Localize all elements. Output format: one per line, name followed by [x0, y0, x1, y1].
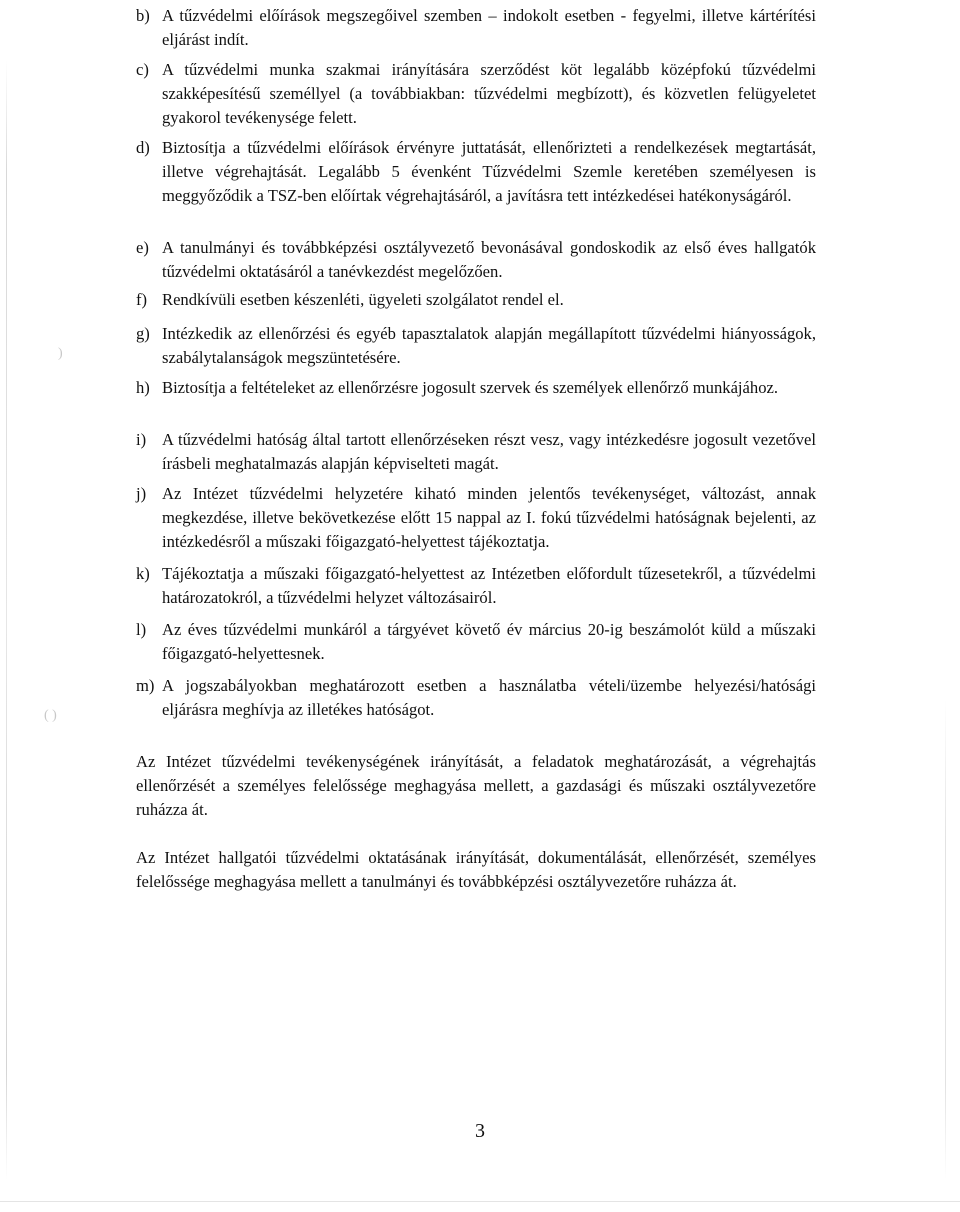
list-item-c: [136, 58, 816, 130]
list-item-text: Tájékoztatja a műszaki főigazgató-helyettest az Intézetben előfordult tűzesetekről, a tűzvédelmi határozatokról, a tűzvédelmi helyzet változásairól.: [162, 564, 816, 607]
list-item-text: Biztosítja a feltételeket az ellenőrzésre jogosult szervek és személyek ellenőrző munkájához.: [162, 378, 779, 397]
list-marker: g): [136, 324, 150, 343]
list-marker: k): [136, 564, 150, 583]
list-marker: j): [136, 484, 147, 503]
list-item-text: A jogszabályokban meghatározott esetben a használatba vételi/üzembe helyezési/hatósági eljárásra meghívja az illetékes hatóságot.: [162, 676, 816, 719]
scan-edge-right: [945, 700, 946, 1180]
list-item-e: [136, 236, 816, 284]
list-item-h: [136, 376, 816, 400]
list-item-k: [136, 562, 816, 610]
list-item-text: A tűzvédelmi hatóság által tartott ellenőrzéseken részt vesz, vagy intézkedésre jogosult vezetővel írásbeli meghatalmazás alapján képviselteti magát.: [162, 430, 816, 473]
list-item-j: [136, 482, 816, 554]
list-marker: e): [136, 238, 149, 257]
student-training-paragraph: Az Intézet hallgatói tűzvédelmi oktatásának irányítását, dokumentálását, ellenőrzését, személyes felelőssége meghagyása mellett a tanulmányi és továbbképzési osztályvezetőre ruházza át.: [136, 848, 816, 891]
list-item-g: [136, 322, 816, 370]
list-marker: l): [136, 620, 147, 639]
list-item-text: Az Intézet tűzvédelmi helyzetére kiható minden jelentős tevékenységet, változást, annak megkezdése, illetve bekövetkezése előtt 15 nappal az I. fokú tűzvédelmi hatóságnak bejelenti, az intézkedésről a műszaki főigazgató-helyettest tájékoztatja.: [162, 484, 816, 551]
list-item-text: A tűzvédelmi előírások megszegőivel szemben – indokolt esetben - fegyelmi, illetve kártérítési eljárást indít.: [162, 6, 816, 49]
list-marker: b): [136, 6, 150, 25]
list-marker: i): [136, 430, 147, 449]
scan-edge-left: [6, 60, 7, 1180]
list-item-l: [136, 618, 816, 666]
scan-speck: ( ): [44, 708, 57, 723]
list-item-i: [136, 428, 816, 476]
list-item-b: [136, 4, 816, 52]
scan-speck: ): [58, 346, 63, 361]
list-item-text: Az éves tűzvédelmi munkáról a tárgyévet követő év március 20-ig beszámolót küld a műszaki főigazgató-helyettesnek.: [162, 620, 816, 663]
list-item-text: Biztosítja a tűzvédelmi előírások érvényre juttatását, ellenőrizteti a rendelkezések megtartását, illetve végrehajtását. Legalább 5 évenként Tűzvédelmi Szemle keretében személyesen is meggyőződik a TSZ-ben előírtak végrehajtásáról, a javításra tett intézkedései hatékonyságáról.: [162, 138, 816, 205]
list-marker: h): [136, 378, 150, 397]
list-item-m: [136, 674, 816, 722]
list-marker: d): [136, 138, 150, 157]
list-item-text: A tanulmányi és továbbképzési osztályvezető bevonásával gondoskodik az első éves hallgatók tűzvédelmi oktatásáról a tanévkezdést megelőzően.: [162, 238, 816, 281]
list-item-d: [136, 136, 816, 208]
list-item-text: Intézkedik az ellenőrzési és egyéb tapasztalatok alapján megállapított tűzvédelmi hiányosságok, szabálytalanságok megszüntetésére.: [162, 324, 816, 367]
delegation-paragraph: Az Intézet tűzvédelmi tevékenységének irányítását, a feladatok meghatározását, a végrehajtás ellenőrzését a személyes felelőssége meghagyása mellett, a gazdasági és műszaki osztályvezetőre ruházza át.: [136, 752, 816, 819]
list-marker: c): [136, 60, 149, 79]
list-item-f: [136, 288, 816, 312]
scan-bottom-edge: [0, 1201, 960, 1202]
page-number: 3: [475, 1120, 485, 1142]
list-marker: m): [136, 676, 155, 695]
list-marker: f): [136, 290, 148, 309]
list-item-text: A tűzvédelmi munka szakmai irányítására szerződést köt legalább középfokú tűzvédelmi szakképesítésű személlyel (a továbbiakban: tűzvédelmi megbízott), és közvetlen felügyeletet gyakorol tevékenysége felett.: [162, 60, 816, 127]
list-item-text: Rendkívüli esetben készenléti, ügyeleti szolgálatot rendel el.: [162, 290, 564, 309]
